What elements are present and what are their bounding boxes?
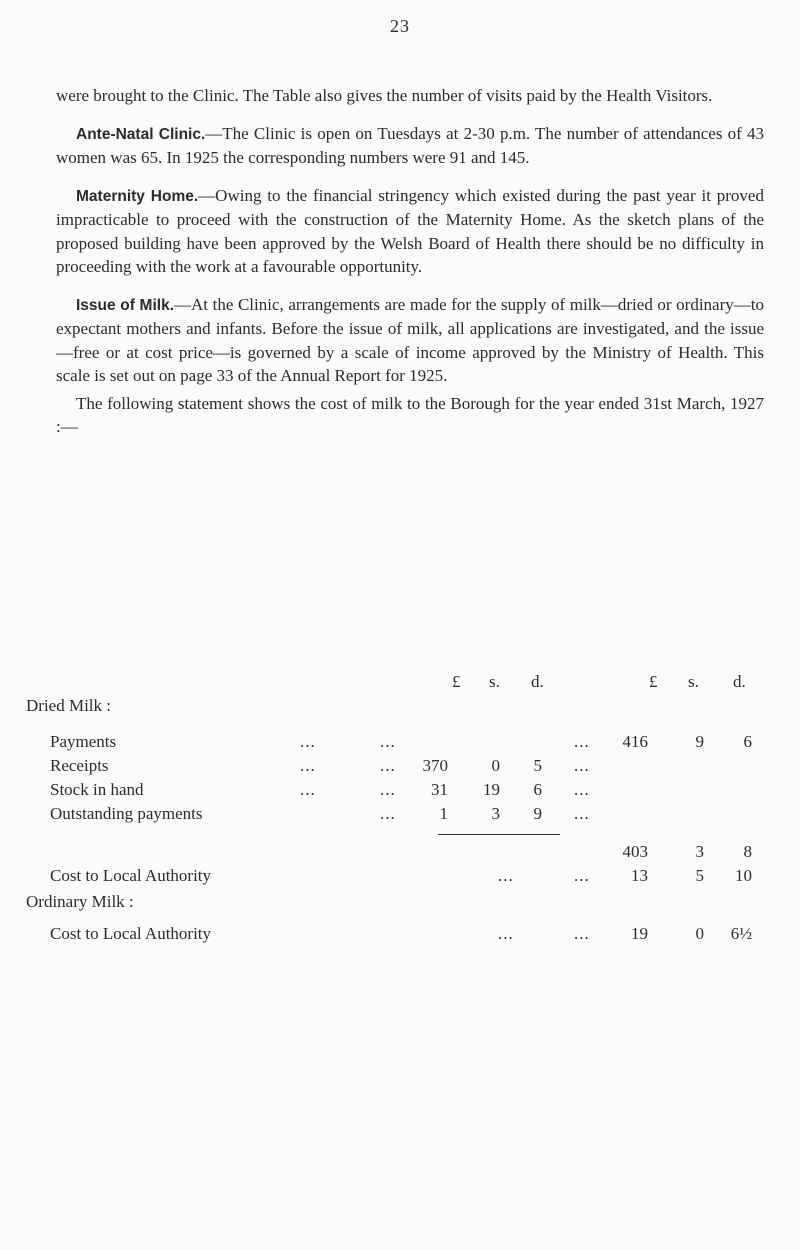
leader-dots: ... <box>380 756 396 775</box>
leader-dots: ... <box>380 780 396 799</box>
leader-dots: ... <box>574 732 590 751</box>
amount-pence: 6 <box>743 732 752 751</box>
column-header-pounds: £ <box>649 672 658 691</box>
row-label: Cost to Local Authority <box>50 924 212 943</box>
leader-dots: ... <box>380 732 396 751</box>
amount-pounds: 403 <box>622 842 648 861</box>
leader-dots: ... <box>380 804 396 823</box>
row-label: Cost to Local Authority <box>50 866 212 885</box>
column-header-shillings: s. <box>688 672 699 691</box>
amount-shillings: 0 <box>695 924 704 943</box>
amount-shillings: 19 <box>483 780 500 799</box>
section-heading: Issue of Milk. <box>76 296 175 314</box>
amount-pounds: 13 <box>631 866 648 885</box>
column-header-pence: d. <box>733 672 746 691</box>
amount-pence: 6½ <box>730 924 752 943</box>
column-header-shillings: s. <box>489 672 500 691</box>
amount-pence: 10 <box>735 866 752 885</box>
leader-dots: ... <box>498 924 514 943</box>
amount-pence: 8 <box>743 842 752 861</box>
leader-dots: ... <box>574 756 590 775</box>
leader-dots: ... <box>498 866 514 885</box>
subtotal-rule <box>438 834 560 835</box>
row-label: Outstanding payments <box>50 804 203 823</box>
amount-shillings: 9 <box>695 732 704 751</box>
amount-shillings: 3 <box>695 842 704 861</box>
paragraph-text: The following statement shows the cost of milk to the Borough for the year ended 31st March, 1927 :— <box>56 393 764 436</box>
row-label: Receipts <box>50 756 109 775</box>
amount-pounds: 19 <box>631 924 648 943</box>
row-label: Payments <box>50 732 117 751</box>
amount-pence: 6 <box>533 780 542 799</box>
amount-shillings: 0 <box>491 756 500 775</box>
column-header-pence: d. <box>531 672 544 691</box>
paragraph-text: —Owing to the financial stringency which existed during the past year it proved impracticable to proceed with the construction of the Maternity Home. As the sketch plans of the proposed building have been approved by the Welsh Board of Health there should be no difficulty in proceeding with the work at a favourable opportunity. <box>56 185 764 276</box>
leader-dots: ... <box>574 924 590 943</box>
section-heading: Ante-Natal Clinic. <box>76 125 206 143</box>
leader-dots: ... <box>574 866 590 885</box>
section-label-ordinary-milk: Ordinary Milk : <box>26 892 134 911</box>
amount-pence: 9 <box>533 804 542 823</box>
row-label: Stock in hand <box>50 780 144 799</box>
leader-dots: ... <box>574 780 590 799</box>
leader-dots: ... <box>300 756 316 775</box>
paragraph-text: —At the Clinic, arrangements are made for the supply of milk—dried or ordinary—to expectant mothers and infants. Before the issue of milk, all applications are investigated, and the issue—free or at cost price—is governed by a scale of income approved by the Ministry of Health. This scale is set out on page 33 of the Annual Report for 1925. <box>56 294 764 385</box>
column-header-pounds: £ <box>452 672 461 691</box>
leader-dots: ... <box>574 804 590 823</box>
amount-pounds: 370 <box>422 756 448 775</box>
leader-dots: ... <box>300 780 316 799</box>
amount-shillings: 3 <box>491 804 500 823</box>
amount-pounds: 31 <box>431 780 448 799</box>
page-number: 23 <box>390 16 410 36</box>
amount-shillings: 5 <box>695 866 704 885</box>
paragraph-text: —The Clinic is open on Tuesdays at 2-30 p.m. The number of attendances of 43 women was 65. In 1925 the corresponding numbers were 91 and 145. <box>56 123 764 167</box>
leader-dots: ... <box>300 732 316 751</box>
section-label-dried-milk: Dried Milk : <box>26 696 111 715</box>
amount-pounds: 416 <box>622 732 648 751</box>
paragraph-text: were brought to the Clinic. The Table also gives the number of visits paid by the Health Visitors. <box>56 86 713 105</box>
section-heading: Maternity Home. <box>76 187 199 205</box>
amount-pounds: 1 <box>439 804 448 823</box>
amount-pence: 5 <box>533 756 542 775</box>
